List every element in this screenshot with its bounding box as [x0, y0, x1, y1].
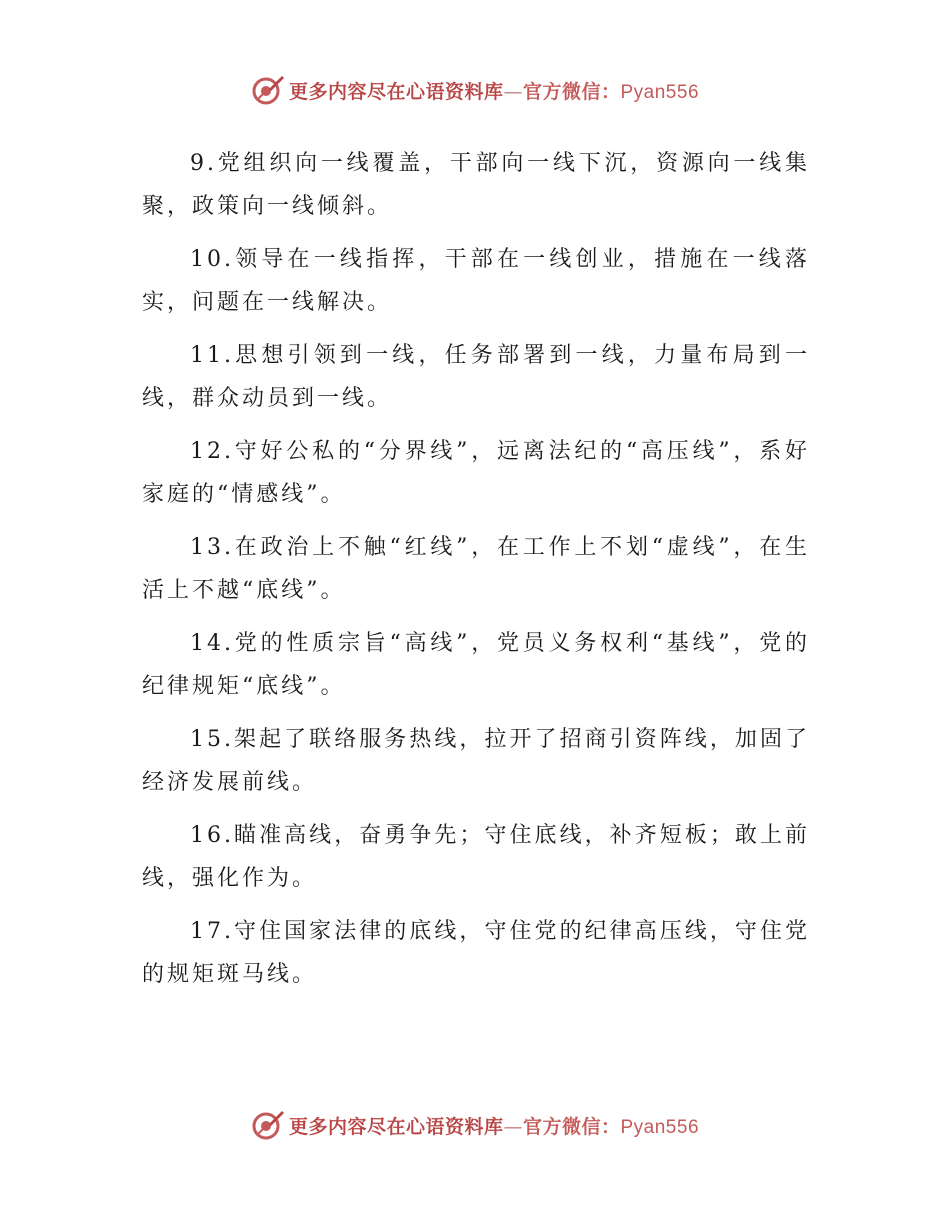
- paragraph-11: 11.思想引领到一线，任务部署到一线，力量布局到一线，群众动员到一线。: [142, 343, 810, 411]
- watermark-separator: —: [503, 80, 523, 103]
- watermark-wechat-label: 官方微信：: [522, 80, 621, 103]
- footer-watermark: [0, 1105, 950, 1145]
- paragraph-17: 17.守住国家法律的底线，守住党的纪律高压线，守住党的规矩斑马线。: [142, 919, 810, 987]
- watermark-wechat-id: Pyan556: [620, 81, 700, 103]
- paragraph-12: 12.守好公私的“分界线”，远离法纪的“高压线”，系好家庭的“情感线”。: [142, 439, 810, 507]
- watermark-brand: 更多内容尽在心语资料库: [288, 80, 504, 103]
- paragraph-15: 15.架起了联络服务热线，拉开了招商引资阵线，加固了经济发展前线。: [142, 727, 810, 795]
- watermark-wechat-id: Pyan556: [620, 1116, 700, 1138]
- watermark-separator: —: [503, 1115, 523, 1138]
- quill-seal-logo-icon: [251, 73, 285, 107]
- paragraph-14: 14.党的性质宗旨“高线”，党员义务权利“基线”，党的纪律规矩“底线”。: [142, 631, 810, 699]
- document-body: [142, 142, 810, 1006]
- paragraph-9: 9.党组织向一线覆盖，干部向一线下沉，资源向一线集聚，政策向一线倾斜。: [142, 151, 810, 219]
- paragraph-13: 13.在政治上不触“红线”，在工作上不划“虚线”，在生活上不越“底线”。: [142, 535, 810, 603]
- paragraph-10: 10.领导在一线指挥，干部在一线创业，措施在一线落实，问题在一线解决。: [142, 247, 810, 315]
- watermark-text: [289, 1112, 699, 1139]
- watermark-text: [289, 77, 699, 104]
- watermark-brand: 更多内容尽在心语资料库: [288, 1115, 504, 1138]
- header-watermark: [0, 70, 950, 110]
- watermark-wechat-label: 官方微信：: [522, 1115, 621, 1138]
- quill-seal-logo-icon: [251, 1108, 285, 1142]
- paragraph-16: 16.瞄准高线，奋勇争先；守住底线，补齐短板；敢上前线，强化作为。: [142, 823, 810, 891]
